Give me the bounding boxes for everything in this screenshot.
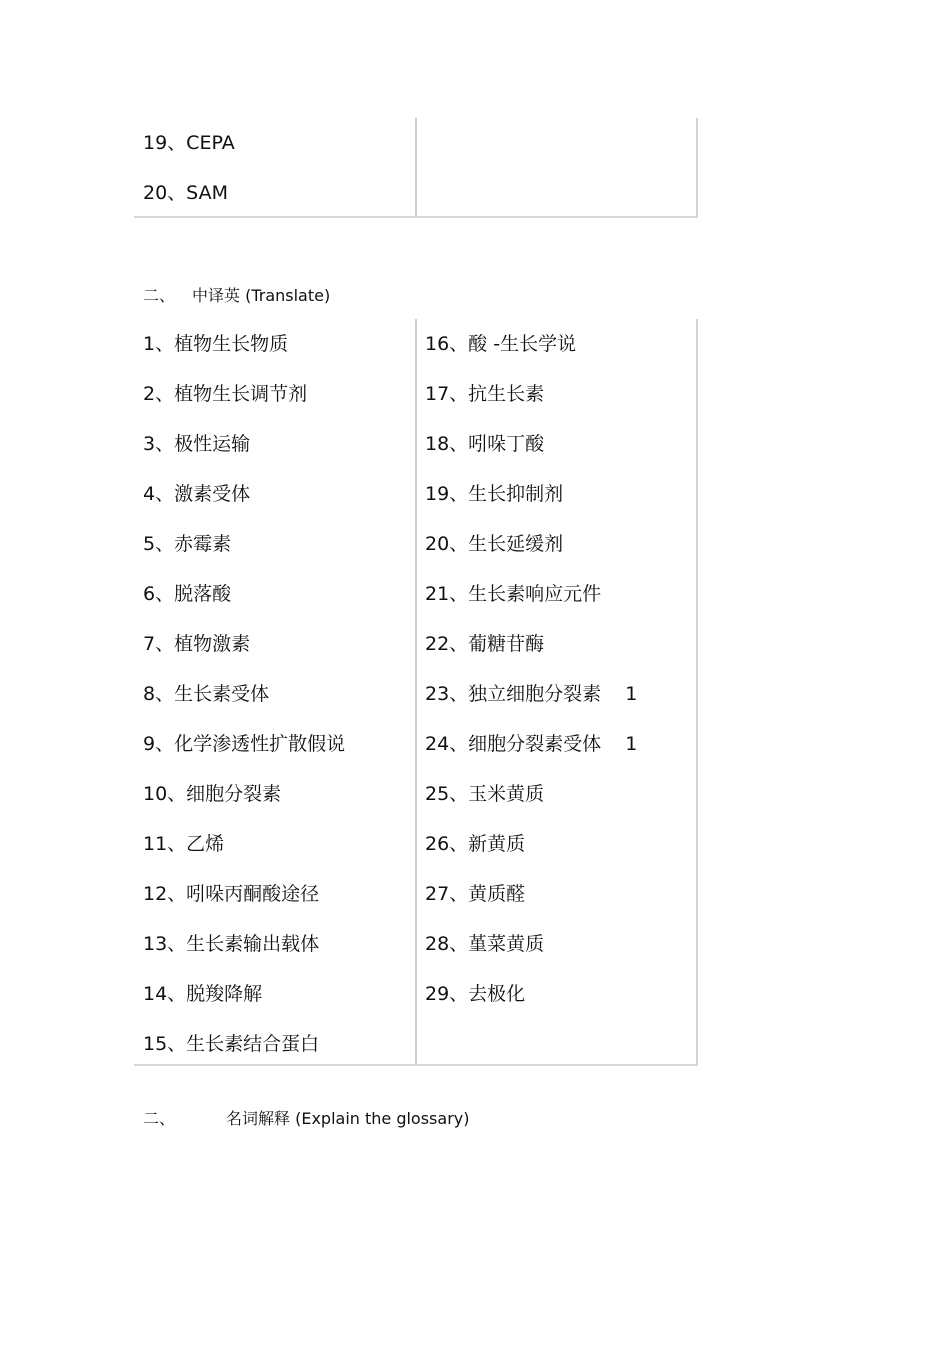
term-item	[425, 319, 637, 369]
term-text: 8、生长素受体	[143, 683, 270, 705]
term-item	[425, 769, 637, 819]
term-text: 4、激素受体	[143, 483, 251, 505]
term-text: 18、吲哚丁酸	[425, 433, 545, 455]
term-table-translate	[134, 319, 698, 1066]
term-text: 12、吲哚丙酮酸途径	[143, 883, 320, 905]
term-item	[425, 919, 637, 969]
term-item	[143, 819, 345, 869]
term-item	[143, 168, 235, 218]
term-text: 15、生长素结合蛋白	[143, 1033, 320, 1055]
term-item	[143, 419, 345, 469]
section-title: 中译英 (Translate)	[192, 286, 331, 305]
footnote-mark: 1	[625, 733, 638, 755]
term-text: 10、细胞分裂素	[143, 783, 282, 805]
term-text: 29、去极化	[425, 983, 526, 1005]
term-item	[143, 669, 345, 719]
section-heading-glossary	[143, 1109, 470, 1129]
footnote-mark: 1	[625, 683, 638, 705]
term-text: 24、细胞分裂素受体	[425, 733, 602, 755]
section-title: 名词解释 (Explain the glossary)	[226, 1109, 470, 1128]
term-item	[425, 569, 637, 619]
term-item	[425, 369, 637, 419]
term-item	[143, 369, 345, 419]
term-text: 20、生长延缓剂	[425, 533, 564, 555]
term-text: 5、赤霉素	[143, 533, 232, 555]
term-item	[143, 569, 345, 619]
term-item	[425, 519, 637, 569]
term-item	[425, 419, 637, 469]
term-text: 7、植物激素	[143, 633, 251, 655]
term-text: 23、独立细胞分裂素	[425, 683, 602, 705]
term-text: 11、乙烯	[143, 833, 225, 855]
term-item	[425, 469, 637, 519]
column-divider	[415, 319, 417, 1064]
term-item	[425, 619, 637, 669]
term-item	[143, 469, 345, 519]
term-text: 20、SAM	[143, 182, 228, 204]
term-item	[143, 769, 345, 819]
term-item	[143, 1019, 345, 1069]
term-text: 2、植物生长调节剂	[143, 383, 308, 405]
term-item	[143, 719, 345, 769]
term-text: 3、极性运输	[143, 433, 251, 455]
term-item	[143, 919, 345, 969]
term-item	[425, 719, 637, 769]
column-divider	[415, 118, 417, 216]
term-item	[425, 969, 637, 1019]
term-item	[425, 869, 637, 919]
term-item	[425, 819, 637, 869]
term-item	[143, 319, 345, 369]
term-item	[425, 669, 637, 719]
term-text: 16、酸 -生长学说	[425, 333, 577, 355]
term-column-left	[143, 118, 235, 218]
term-item	[143, 619, 345, 669]
term-text: 27、黄质醛	[425, 883, 526, 905]
term-text: 6、脱落酸	[143, 583, 232, 605]
term-item	[143, 869, 345, 919]
term-text: 14、脱羧降解	[143, 983, 263, 1005]
term-text: 13、生长素输出载体	[143, 933, 320, 955]
term-text: 17、抗生长素	[425, 383, 545, 405]
term-column-right	[425, 319, 637, 1019]
term-table-top	[134, 118, 698, 218]
term-item	[143, 519, 345, 569]
term-text: 9、化学渗透性扩散假说	[143, 733, 346, 755]
section-number: 二、	[143, 286, 176, 305]
term-text: 19、CEPA	[143, 132, 235, 154]
section-heading-translate	[143, 286, 330, 306]
term-text: 19、生长抑制剂	[425, 483, 564, 505]
term-item	[143, 118, 235, 168]
term-column-left	[143, 319, 345, 1069]
term-text: 25、玉米黄质	[425, 783, 545, 805]
term-text: 28、堇菜黄质	[425, 933, 545, 955]
term-text: 1、植物生长物质	[143, 333, 289, 355]
section-number: 二、	[143, 1109, 176, 1128]
term-text: 21、生长素响应元件	[425, 583, 602, 605]
term-item	[143, 969, 345, 1019]
term-text: 22、葡糖苷酶	[425, 633, 545, 655]
term-text: 26、新黄质	[425, 833, 526, 855]
